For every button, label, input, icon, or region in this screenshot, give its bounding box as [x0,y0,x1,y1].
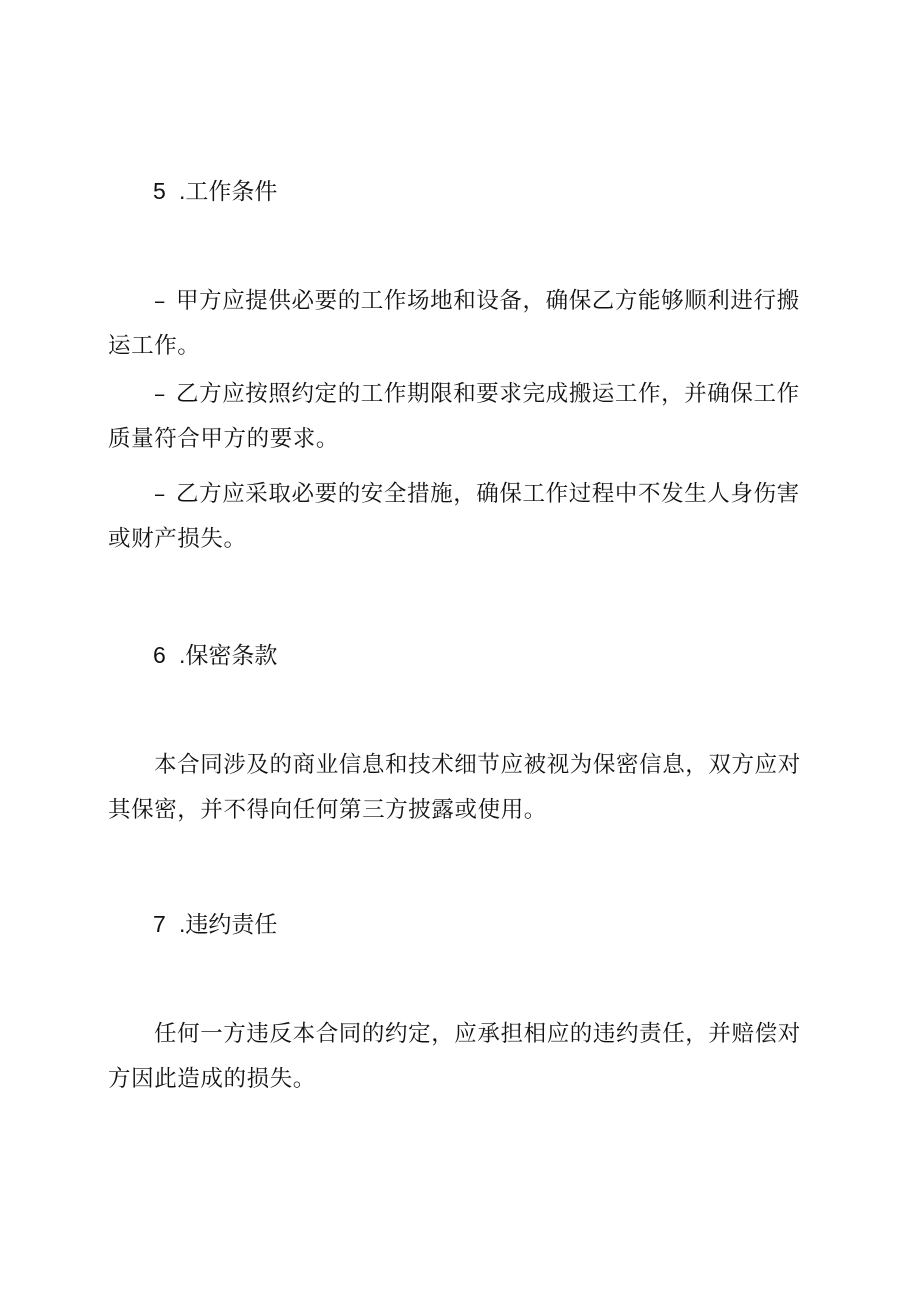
bullet-item [108,372,802,462]
section-number: 5 [153,178,166,204]
bullet-text: 甲方应提供必要的工作场地和设备，确保乙方能够顺利进行搬运工作。 [108,288,800,359]
bullet-text: 乙方应按照约定的工作期限和要求完成搬运工作，并确保工作质量符合甲方的要求。 [108,381,800,452]
bullet-text: 乙方应采取必要的安全措施，确保工作过程中不发生人身伤害或财产损失。 [108,481,800,552]
section-6-heading [153,640,277,670]
bullet-item [108,279,802,369]
section-title: .违约责任 [179,911,278,937]
section-number: 6 [153,642,166,668]
section-paragraph: 任何一方违反本合同的约定，应承担相应的违约责任，并赔偿对方因此造成的损失。 [108,1021,801,1092]
section-title: .工作条件 [179,178,278,204]
section-title: .保密条款 [179,642,278,668]
section-5-heading [153,176,277,206]
section-paragraph: 本合同涉及的商业信息和技术细节应被视为保密信息，双方应对其保密，并不得向任何第三方披露或使用。 [108,752,801,823]
bullet-item [108,472,802,562]
bullet-dash: – [154,288,166,314]
bullet-dash: – [154,381,166,407]
bullet-dash: – [154,481,166,507]
section-number: 7 [153,911,166,937]
section-7-heading [153,909,277,939]
